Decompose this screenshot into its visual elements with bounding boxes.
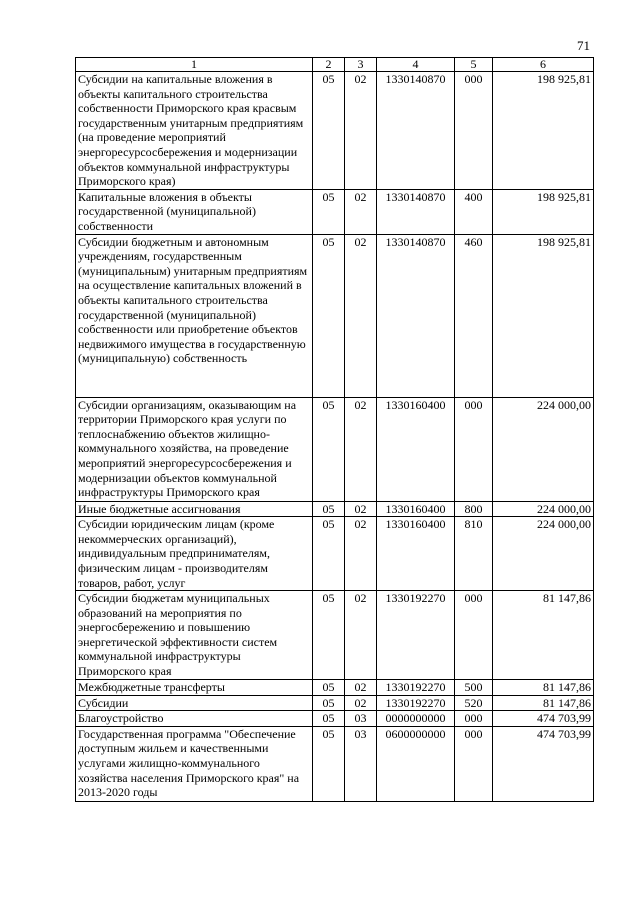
row-name: Капитальные вложения в объекты государственной (муниципальной) собственности [76, 189, 313, 234]
row-subsection: 02 [345, 517, 377, 591]
row-expense: 000 [455, 711, 493, 727]
row-target: 1330192270 [377, 680, 455, 696]
row-sum: 474 703,99 [493, 726, 594, 801]
row-target: 1330160400 [377, 397, 455, 501]
row-expense: 400 [455, 189, 493, 234]
row-subsection: 02 [345, 501, 377, 517]
table-row [76, 501, 594, 517]
column-header-section: 2 [313, 58, 345, 72]
row-name: Иные бюджетные ассигнования [76, 501, 313, 517]
row-target: 1330140870 [377, 234, 455, 397]
row-name: Благоустройство [76, 711, 313, 727]
table-row [76, 726, 594, 801]
row-section: 05 [313, 397, 345, 501]
table-row [76, 680, 594, 696]
row-name: Государственная программа "Обеспечение доступным жильем и качественными услугами жилищно-коммунального хозяйства населения Приморского края" на 2013-2020 годы [76, 726, 313, 801]
row-sum: 198 925,81 [493, 234, 594, 397]
row-target: 1330140870 [377, 72, 455, 190]
row-section: 05 [313, 680, 345, 696]
row-sum: 474 703,99 [493, 711, 594, 727]
table-row [76, 72, 594, 190]
row-target: 1330140870 [377, 189, 455, 234]
column-header-subsection: 3 [345, 58, 377, 72]
row-target: 1330160400 [377, 501, 455, 517]
row-target: 0600000000 [377, 726, 455, 801]
row-expense: 810 [455, 517, 493, 591]
row-subsection: 02 [345, 695, 377, 711]
row-target: 1330192270 [377, 591, 455, 680]
header-row [76, 58, 594, 72]
row-expense: 000 [455, 591, 493, 680]
row-name: Межбюджетные трансферты [76, 680, 313, 696]
row-subsection: 02 [345, 680, 377, 696]
row-sum: 81 147,86 [493, 680, 594, 696]
row-target: 1330160400 [377, 517, 455, 591]
row-subsection: 02 [345, 189, 377, 234]
row-subsection: 02 [345, 591, 377, 680]
row-target: 1330192270 [377, 695, 455, 711]
row-expense: 000 [455, 72, 493, 190]
row-sum: 198 925,81 [493, 189, 594, 234]
row-expense: 000 [455, 397, 493, 501]
budget-table [75, 57, 594, 802]
row-section: 05 [313, 695, 345, 711]
row-section: 05 [313, 726, 345, 801]
row-sum: 81 147,86 [493, 695, 594, 711]
row-expense: 000 [455, 726, 493, 801]
row-subsection: 02 [345, 397, 377, 501]
column-header-expense: 5 [455, 58, 493, 72]
table-row [76, 711, 594, 727]
table-row [76, 189, 594, 234]
row-expense: 800 [455, 501, 493, 517]
row-section: 05 [313, 711, 345, 727]
column-header-name: 1 [76, 58, 313, 72]
row-section: 05 [313, 234, 345, 397]
table-row [76, 397, 594, 501]
row-sum: 81 147,86 [493, 591, 594, 680]
table-row [76, 591, 594, 680]
row-section: 05 [313, 72, 345, 190]
row-name: Субсидии юридическим лицам (кроме некоммерческих организаций), индивидуальным предпринимателям, физическим лицам - производителям товаров, работ, услуг [76, 517, 313, 591]
row-subsection: 03 [345, 726, 377, 801]
row-subsection: 02 [345, 72, 377, 190]
column-header-target: 4 [377, 58, 455, 72]
row-sum: 198 925,81 [493, 72, 594, 190]
row-section: 05 [313, 591, 345, 680]
row-subsection: 03 [345, 711, 377, 727]
row-section: 05 [313, 189, 345, 234]
row-section: 05 [313, 517, 345, 591]
row-section: 05 [313, 501, 345, 517]
row-target: 0000000000 [377, 711, 455, 727]
row-sum: 224 000,00 [493, 517, 594, 591]
page-number: 71 [577, 38, 590, 53]
row-subsection: 02 [345, 234, 377, 397]
row-expense: 500 [455, 680, 493, 696]
table-row [76, 517, 594, 591]
table-row [76, 234, 594, 397]
row-name: Субсидии на капитальные вложения в объекты капитального строительства собственности Приморского края красвым государственным унитарным предприятиям (на проведение мероприятий энергоресурсосбережения и модернизации объектов коммунальной инфраструктуры Приморского края) [76, 72, 313, 190]
row-sum: 224 000,00 [493, 397, 594, 501]
row-name: Субсидии [76, 695, 313, 711]
row-name: Субсидии организациям, оказывающим на территории Приморского края услуги по теплоснабжению объектов жилищно-коммунального хозяйства, на проведение мероприятий энергоресурсосбережения и модернизации объектов коммунальной инфраструктуры Приморского края [76, 397, 313, 501]
row-name: Субсидии бюджетным и автономным учреждениям, государственным (муниципальным) унитарным предприятиям на осуществление капитальных вложений в объекты капитального строительства государственной (муниципальной) собственности или приобретение объектов недвижимого имущества в государственную (муниципальную) собственность [76, 234, 313, 397]
row-sum: 224 000,00 [493, 501, 594, 517]
table-row [76, 695, 594, 711]
row-expense: 460 [455, 234, 493, 397]
column-header-sum: 6 [493, 58, 594, 72]
row-name: Субсидии бюджетам муниципальных образований на мероприятия по энергосбережению и повышению энергетической эффективности систем коммунальной инфраструктуры Приморского края [76, 591, 313, 680]
row-expense: 520 [455, 695, 493, 711]
